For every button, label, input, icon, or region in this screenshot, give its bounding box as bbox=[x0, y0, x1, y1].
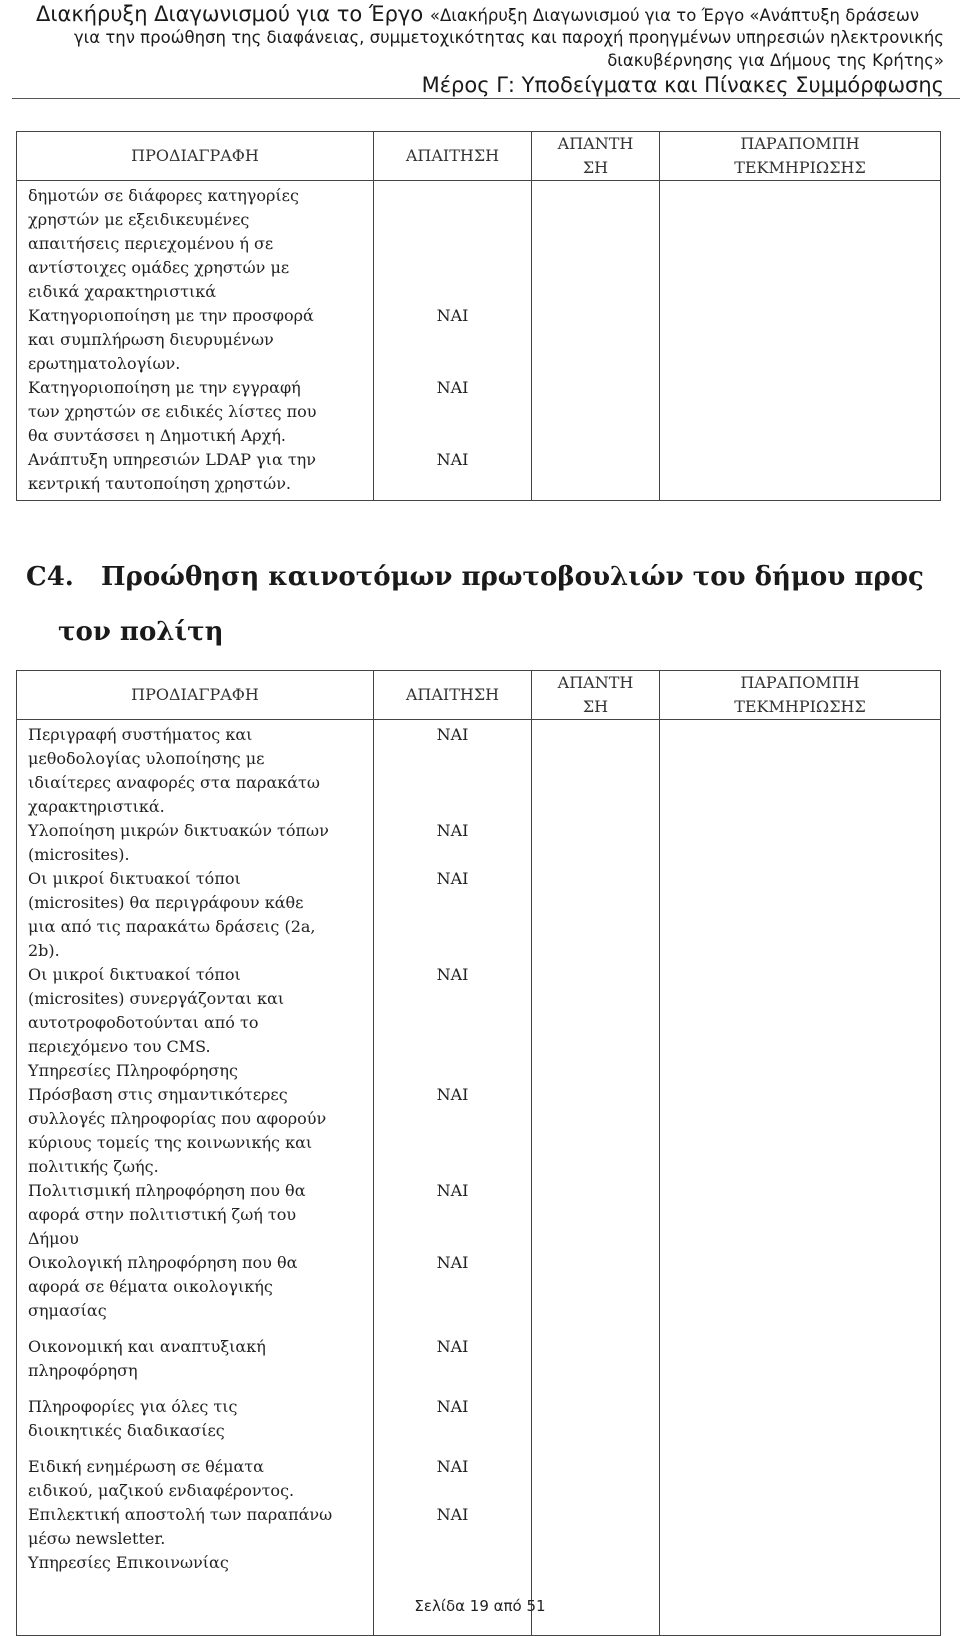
spec-line: και συμπλήρωση διευρυμένων bbox=[28, 330, 274, 349]
header-title bbox=[36, 2, 944, 26]
spec-line: (microsites). bbox=[28, 845, 130, 864]
spec-line: Υλοποίηση μικρών δικτυακών τόπων bbox=[28, 821, 329, 840]
spec-line: αυτοτροφοδοτούνται από το bbox=[28, 1013, 259, 1032]
requirement-spacer bbox=[374, 747, 531, 771]
section-number: C4. bbox=[26, 562, 74, 592]
spec-line: Επιλεκτική αποστολή των παραπάνω bbox=[28, 1505, 333, 1524]
header-line-3: διακυβέρνησης για Δήμους της Κρήτης» bbox=[607, 51, 944, 70]
spec-line: Οι μικροί δικτυακοί τόποι bbox=[28, 869, 241, 888]
answer-cell[interactable] bbox=[532, 181, 660, 501]
requirement-spacer bbox=[374, 795, 531, 819]
spec-line: Πολιτισμική πληροφόρηση που θα bbox=[28, 1181, 306, 1200]
col-reference-header: ΠΑΡΑΠΟΜΠΗ ΤΕΚΜΗΡΙΩΣΗΣ bbox=[660, 132, 941, 181]
spec-cell bbox=[17, 181, 374, 501]
requirement-value bbox=[374, 328, 531, 352]
spec-line: Υπηρεσίες Επικοινωνίας bbox=[28, 1553, 229, 1572]
answer-cell[interactable] bbox=[532, 720, 660, 1636]
table-row bbox=[17, 720, 941, 1636]
requirement-spacer bbox=[374, 843, 531, 867]
col-spec-header: ΠΡΟΔΙΑΓΡΑΦΗ bbox=[17, 671, 374, 720]
requirement-value: ΝΑΙ bbox=[436, 965, 469, 984]
requirement-value: ΝΑΙ bbox=[436, 378, 469, 397]
requirement-spacer bbox=[374, 771, 531, 795]
header-divider bbox=[12, 98, 960, 99]
requirement-value bbox=[374, 472, 531, 496]
requirement-spacer bbox=[374, 915, 531, 939]
spec-line: Πληροφορίες για όλες τις bbox=[28, 1397, 238, 1416]
requirement-value: ΝΑΙ bbox=[436, 869, 469, 888]
spec-line: Κατηγοριοποίηση με την προσφορά bbox=[28, 306, 314, 325]
spec-line: ιδιαίτερες αναφορές στα παρακάτω bbox=[28, 773, 320, 792]
spec-line: ειδικά χαρακτηριστικά bbox=[28, 282, 217, 301]
row-gap bbox=[28, 1383, 363, 1395]
row-gap bbox=[374, 1383, 531, 1395]
spec-line: πολιτικής ζωής. bbox=[28, 1157, 159, 1176]
compliance-table-2 bbox=[16, 670, 941, 1636]
requirement-spacer bbox=[374, 1227, 531, 1251]
requirement-spacer bbox=[374, 939, 531, 963]
requirement-cell bbox=[374, 181, 532, 501]
spec-line: χαρακτηριστικά. bbox=[28, 797, 165, 816]
spec-line: διοικητικές διαδικασίες bbox=[28, 1421, 225, 1440]
requirement-value: ΝΑΙ bbox=[436, 1253, 469, 1272]
col-spec-header: ΠΡΟΔΙΑΓΡΑΦΗ bbox=[17, 132, 374, 181]
requirement-value bbox=[374, 352, 531, 376]
spec-line: Οικολογική πληροφόρηση που θα bbox=[28, 1253, 298, 1272]
spec-line: αντίστοιχες ομάδες χρηστών με bbox=[28, 258, 290, 277]
table-row bbox=[17, 181, 941, 501]
spec-line: απαιτήσεις περιεχομένου ή σε bbox=[28, 234, 274, 253]
col-answer-header: ΑΠΑΝΤΗ ΣΗ bbox=[532, 132, 660, 181]
spec-line: κύριους τομείς της κοινωνικής και bbox=[28, 1133, 313, 1152]
header-line-2: για την προώθηση της διαφάνειας, συμμετοχικότητας και παροχή προηγμένων υπηρεσιών ηλεκτρονικής bbox=[73, 28, 944, 47]
requirement-spacer bbox=[374, 1011, 531, 1035]
col-reference-header: ΠΑΡΑΠΟΜΠΗ ΤΕΚΜΗΡΙΩΣΗΣ bbox=[660, 671, 941, 720]
section-heading bbox=[26, 562, 924, 592]
requirement-value: ΝΑΙ bbox=[436, 1085, 469, 1104]
requirement-spacer bbox=[374, 1155, 531, 1179]
requirement-value bbox=[374, 1551, 531, 1575]
requirement-value: ΝΑΙ bbox=[436, 1505, 469, 1524]
table-header-row bbox=[17, 671, 941, 720]
requirement-spacer bbox=[374, 1131, 531, 1155]
reference-cell[interactable] bbox=[660, 720, 941, 1636]
requirement-spacer bbox=[374, 1203, 531, 1227]
section-heading-cont: τον πολίτη bbox=[58, 617, 224, 647]
requirement-value bbox=[374, 400, 531, 424]
header-title-main: Διακήρυξη Διαγωνισμού για το Έργο bbox=[36, 2, 424, 26]
requirement-value: ΝΑΙ bbox=[436, 1337, 469, 1356]
requirement-value: ΝΑΙ bbox=[436, 725, 469, 744]
spec-line: Ανάπτυξη υπηρεσιών LDAP για την bbox=[28, 450, 316, 469]
table-header-row bbox=[17, 132, 941, 181]
spec-line: Περιγραφή συστήματος και bbox=[28, 725, 253, 744]
row-gap bbox=[374, 1443, 531, 1455]
spec-line: μέσω newsletter. bbox=[28, 1529, 166, 1548]
spec-line: θα συντάσσει η Δημοτική Αρχή. bbox=[28, 426, 287, 445]
page-number: Σελίδα 19 από 51 bbox=[414, 1597, 546, 1615]
compliance-table-1 bbox=[16, 131, 941, 501]
requirement-spacer bbox=[374, 1299, 531, 1323]
spec-line: Οι μικροί δικτυακοί τόποι bbox=[28, 965, 241, 984]
requirement-value: ΝΑΙ bbox=[436, 450, 469, 469]
requirement-spacer bbox=[374, 891, 531, 915]
reference-cell[interactable] bbox=[660, 181, 941, 501]
requirement-spacer bbox=[374, 1107, 531, 1131]
spec-cell bbox=[17, 720, 374, 1636]
requirement-spacer bbox=[374, 1527, 531, 1551]
spec-line: ερωτηματολογίων. bbox=[28, 354, 181, 373]
spec-line: μια από τις παρακάτω δράσεις (2a, bbox=[28, 917, 316, 936]
spec-line: (microsites) συνεργάζονται και bbox=[28, 989, 285, 1008]
spec-line: (microsites) θα περιγράφουν κάθε bbox=[28, 893, 304, 912]
requirement-value: ΝΑΙ bbox=[436, 1397, 469, 1416]
requirement-value bbox=[374, 184, 531, 208]
requirement-value bbox=[374, 256, 531, 280]
requirement-value bbox=[374, 424, 531, 448]
row-gap bbox=[28, 1323, 363, 1335]
requirement-spacer bbox=[374, 1359, 531, 1383]
spec-line: 2b). bbox=[28, 941, 60, 960]
spec-line: χρηστών με εξειδικευμένες bbox=[28, 210, 250, 229]
spec-line: ειδικού, μαζικού ενδιαφέροντος. bbox=[28, 1481, 295, 1500]
requirement-value: ΝΑΙ bbox=[436, 821, 469, 840]
requirement-value bbox=[374, 232, 531, 256]
spec-line: Κατηγοριοποίηση με την εγγραφή bbox=[28, 378, 301, 397]
section-title: Προώθηση καινοτόμων πρωτοβουλιών του δήμου προς bbox=[101, 562, 924, 592]
spec-line: κεντρική ταυτοποίηση χρηστών. bbox=[28, 474, 292, 493]
spec-line: σημασίας bbox=[28, 1301, 107, 1320]
requirement-spacer bbox=[374, 1479, 531, 1503]
spec-line: μεθοδολογίας υλοποίησης με bbox=[28, 749, 265, 768]
requirement-value: ΝΑΙ bbox=[436, 1181, 469, 1200]
header-title-cont: «Διακήρυξη Διαγωνισμού για το Έργο «Ανάπτυξη δράσεων bbox=[429, 6, 920, 25]
spec-line: Δήμου bbox=[28, 1229, 79, 1248]
requirement-value bbox=[374, 1059, 531, 1083]
col-requirement-header: ΑΠΑΙΤΗΣΗ bbox=[374, 671, 532, 720]
spec-line: συλλογές πληροφορίας που αφορούν bbox=[28, 1109, 327, 1128]
header-part-title: Μέρος Γ: Υποδείγματα και Πίνακες Συμμόρφωσης bbox=[421, 73, 944, 97]
col-answer-header: ΑΠΑΝΤΗ ΣΗ bbox=[532, 671, 660, 720]
spec-line: περιεχόμενο του CMS. bbox=[28, 1037, 211, 1056]
requirement-spacer bbox=[374, 987, 531, 1011]
requirement-spacer bbox=[374, 1035, 531, 1059]
requirement-cell bbox=[374, 720, 532, 1636]
spec-line: πληροφόρηση bbox=[28, 1361, 138, 1380]
spec-line: Ειδική ενημέρωση σε θέματα bbox=[28, 1457, 264, 1476]
spec-line: αφορά σε θέματα οικολογικής bbox=[28, 1277, 273, 1296]
row-gap bbox=[28, 1443, 363, 1455]
requirement-value bbox=[374, 208, 531, 232]
row-gap bbox=[374, 1323, 531, 1335]
requirement-spacer bbox=[374, 1275, 531, 1299]
requirement-value: ΝΑΙ bbox=[436, 306, 469, 325]
spec-line: Πρόσβαση στις σημαντικότερες bbox=[28, 1085, 288, 1104]
spec-line: των χρηστών σε ειδικές λίστες που bbox=[28, 402, 317, 421]
requirement-spacer bbox=[374, 1419, 531, 1443]
spec-line: αφορά στην πολιτιστική ζωή του bbox=[28, 1205, 297, 1224]
requirement-value bbox=[374, 280, 531, 304]
spec-line: Οικονομική και αναπτυξιακή bbox=[28, 1337, 266, 1356]
spec-line: δημοτών σε διάφορες κατηγορίες bbox=[28, 186, 299, 205]
col-requirement-header: ΑΠΑΙΤΗΣΗ bbox=[374, 132, 532, 181]
spec-line: Υπηρεσίες Πληροφόρησης bbox=[28, 1061, 238, 1080]
requirement-value: ΝΑΙ bbox=[436, 1457, 469, 1476]
